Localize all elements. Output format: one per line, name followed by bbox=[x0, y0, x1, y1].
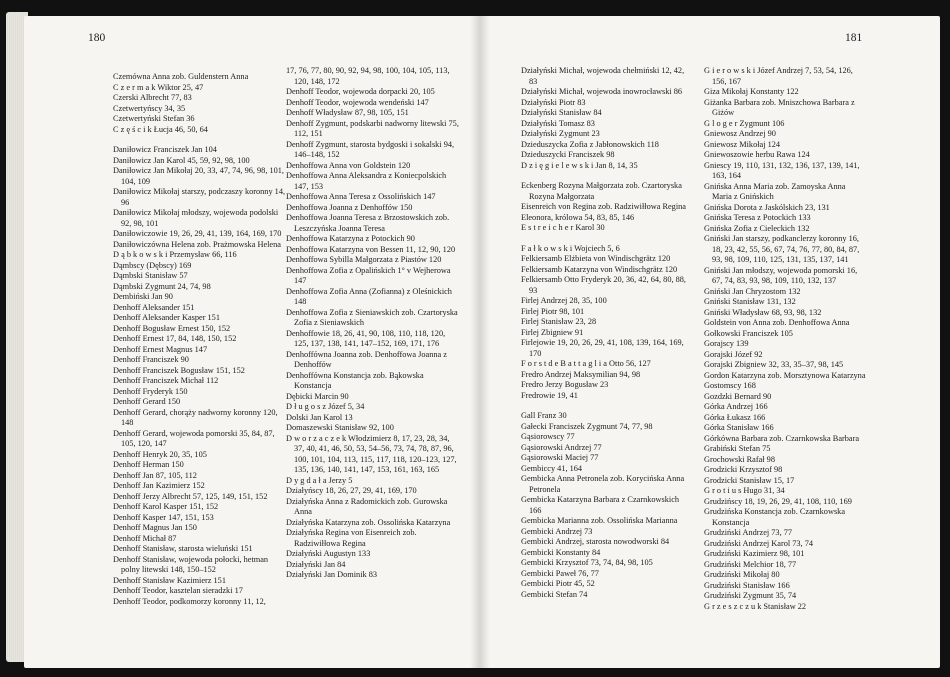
index-entry: Gembicki Konstanty 84 bbox=[521, 547, 601, 557]
index-entry: Denhoff Jan Kazimierz 152 bbox=[113, 481, 205, 490]
index-entry: Górka Andrzej 166 bbox=[704, 402, 768, 411]
index-entry: Czetwertyńscy 34, 35 bbox=[113, 103, 186, 113]
index-entry: Gniewosz Mikołaj 124 bbox=[704, 139, 781, 149]
index-entry: Denhoffowa Katarzyna z Potockich 90 bbox=[286, 234, 415, 243]
index-entry: Giżanka Barbara zob. Mniszchowa Barbara z Giżów bbox=[704, 97, 855, 117]
index-entry: D ł u g o s z Józef 5, 34 bbox=[286, 402, 365, 411]
index-entry: Giza Mikołaj Konstanty 122 bbox=[704, 87, 799, 96]
index-entry: Denhoff Stanisław, starosta wieluński 151 bbox=[113, 544, 253, 553]
index-entry: Gembicki Andrzej, starosta nowodworski 84 bbox=[521, 537, 670, 546]
index-entry: Denhoff Jan 87, 105, 112 bbox=[113, 470, 197, 480]
index-entry: Grudziński Mikołaj 80 bbox=[704, 570, 780, 579]
index-entry: Denhoff Teodor, podkomorzy koronny 11, 12, bbox=[113, 596, 266, 606]
index-entry: Denhoffowa Zofia z Sieniawskich zob. Czartoryska Zofia z Sieniawskich bbox=[286, 307, 458, 327]
index-entry: Denhoff Stanisław Kazimierz 151 bbox=[113, 575, 226, 585]
index-entry: Gembicka Marianna zob. Ossolińska Marianna bbox=[521, 516, 678, 525]
index-entry: Firlej Piotr 98, 101 bbox=[521, 306, 585, 316]
index-entry: Dembiński Jan 90 bbox=[113, 292, 173, 301]
index-column-3 bbox=[521, 66, 693, 662]
index-entry: Denhoff Teodor, wojewoda wendeński 147 bbox=[286, 97, 429, 107]
index-entry: Gorajscy 139 bbox=[704, 339, 749, 348]
index-entry: Denhoff Teodor, wojewoda dorpacki 20, 105 bbox=[286, 87, 435, 96]
index-entry: Działyński Jan 84 bbox=[286, 559, 346, 569]
index-entry: Eleonora, królowa 54, 83, 85, 146 bbox=[521, 212, 635, 222]
index-entry: Działyńska Anna z Radomickich zob. Gurowska Anna bbox=[286, 496, 448, 516]
index-entry: Gniescy 19, 110, 131, 132, 136, 137, 139, 141, 163, 164 bbox=[704, 160, 860, 180]
index-entry: Działyński Michał, wojewoda chełmiński 12, 42, 83 bbox=[521, 66, 685, 86]
index-entry: G l o g e r Zygmunt 106 bbox=[704, 118, 785, 128]
index-entry: Denhoff Gerard, wojewoda pomorski 35, 84, 87, 105, 120, 147 bbox=[113, 428, 275, 448]
index-entry: Felkiersamb Katarzyna von Windischgrätz 120 bbox=[521, 264, 678, 274]
index-entry: Gembicki Andrzej 73 bbox=[521, 526, 593, 536]
index-entry: Eckenberg Rozyna Małgorzata zob. Czartoryska Rozyna Małgorzata bbox=[521, 181, 682, 201]
index-entry: Denhoff Aleksander 151 bbox=[113, 302, 195, 312]
index-entry: G r z e s z c z u k Stanisław 22 bbox=[704, 601, 807, 611]
index-entry: Denhoff Teodor, kasztelan sieradzki 17 bbox=[113, 586, 243, 595]
index-entry: Gostomscy 168 bbox=[704, 381, 756, 390]
index-entry: Dąmbscy (Dębscy) 169 bbox=[113, 260, 192, 270]
index-entry: Denhoffowa Zofia z Opalińskich 1° v Wejherowa 147 bbox=[286, 265, 451, 285]
index-entry: Grudzińscy 18, 19, 26, 29, 41, 108, 110, 169 bbox=[704, 496, 852, 506]
index-entry: Grudzińska Konstancja zob. Czarnkowska Konstancja bbox=[704, 507, 846, 527]
index-entry: Gnińska Dorota z Jaskólskich 23, 131 bbox=[704, 202, 830, 212]
index-entry: Denhoff Ernest 17, 84, 148, 150, 152 bbox=[113, 334, 237, 343]
index-entry: Grudziński Stanisław 166 bbox=[704, 580, 790, 590]
index-entry: Działyński Piotr 83 bbox=[521, 97, 586, 107]
index-entry: Działyński Zygmunt 23 bbox=[521, 129, 600, 138]
index-entry: Gniński Jan starszy, podkanclerzy koronny 16, 18, 23, 42, 55, 56, 67, 74, 76, 77, 80, 84, 87, 93, 98, 109, 110, 125, 131, 135, 137, 141 bbox=[704, 234, 860, 264]
index-entry: Denhoff Franciszek Michał 112 bbox=[113, 376, 219, 385]
index-entry: Eisenreich von Regina zob. Radziwiłłowa Regina bbox=[521, 202, 686, 211]
index-entry: Denhoff Henryk 20, 35, 105 bbox=[113, 449, 207, 459]
index-entry: Grudziński Zygmunt 35, 74 bbox=[704, 591, 797, 600]
index-entry: Daniłowiczówna Helena zob. Prażmowska Helena bbox=[113, 239, 281, 249]
index-entry: Dolski Jan Karol 13 bbox=[286, 412, 353, 422]
index-entry: Firlej Zbigniew 91 bbox=[521, 327, 584, 337]
index-entry: Denhoff Franciszek Bogusław 151, 152 bbox=[113, 365, 245, 375]
index-entry: C z ę ś c i k Łucja 46, 50, 64 bbox=[113, 124, 208, 134]
left-page-number: 180 bbox=[88, 32, 106, 44]
index-entry: Gembicki Paweł 76, 77 bbox=[521, 568, 599, 578]
index-entry: Denhoff Gerard, chorąży nadworny koronny 120, 148 bbox=[113, 407, 278, 427]
index-entry: Działyńska Regina von Eisenreich zob. Radziwiłłowa Regina bbox=[286, 528, 417, 548]
index-entry: Denhoff Fryderyk 150 bbox=[113, 386, 188, 396]
index-entry: Dzieduszycki Franciszek 98 bbox=[521, 150, 615, 159]
index-entry: Daniłowicz Mikołaj młodszy, wojewoda podolski 92, 98, 101 bbox=[113, 208, 279, 228]
index-entry: Gnińska Anna Maria zob. Zamoyska Anna Maria z Gnińskich bbox=[704, 181, 846, 201]
right-page-number: 181 bbox=[845, 32, 863, 44]
index-entry: Denhoff Stanisław, wojewoda połocki, hetman polny litewski 148, 150–152 bbox=[113, 554, 269, 574]
index-column-2 bbox=[286, 66, 460, 662]
index-entry: Denhoff Herman 150 bbox=[113, 460, 184, 469]
index-entry: G i e r o w s k i Józef Andrzej 7, 53, 54, 126, 156, 167 bbox=[704, 66, 853, 86]
index-entry: Denhoff Kasper 147, 151, 153 bbox=[113, 512, 214, 522]
index-entry: Firlej Andrzej 28, 35, 100 bbox=[521, 296, 607, 305]
index-entry: Grochowski Rafał 98 bbox=[704, 454, 775, 464]
index-entry: Denhoffowa Anna von Goldstein 120 bbox=[286, 160, 411, 170]
index-entry: Denhoff Michał 87 bbox=[113, 533, 177, 543]
index-entry: Czerski Albrecht 77, 83 bbox=[113, 93, 192, 102]
index-entry: Denhoffowa Joanna Teresa z Brzostowskich zob. Leszczyńska Joanna Teresa bbox=[286, 213, 450, 233]
index-column-1 bbox=[113, 72, 288, 662]
index-entry: Firlejowie 19, 20, 26, 29, 41, 108, 139, 164, 169, 170 bbox=[521, 338, 684, 358]
index-entry: Daniłowicz Jan Karol 45, 59, 92, 98, 100 bbox=[113, 155, 250, 165]
index-entry: Daniłowiczowie 19, 26, 29, 41, 139, 164, 169, 170 bbox=[113, 229, 282, 238]
index-entry: Gembicka Anna Petronela zob. Korycińska Anna Petronela bbox=[521, 474, 685, 494]
index-entry: Grudziński Andrzej 73, 77 bbox=[704, 528, 793, 537]
index-entry: Działyński Stanisław 84 bbox=[521, 108, 602, 117]
index-entry: Denhoff Bogusław Ernest 150, 152 bbox=[113, 323, 231, 333]
index-entry: Gnińska Zofia z Cieleckich 132 bbox=[704, 223, 810, 233]
index-entry: Denhoff Gerard 150 bbox=[113, 397, 181, 406]
index-entry: Denhoff Karol Kasper 151, 152 bbox=[113, 502, 219, 511]
index-entry: Domaszewski Stanisław 92, 100 bbox=[286, 423, 394, 432]
index-entry: Gnińska Teresa z Potockich 133 bbox=[704, 213, 811, 222]
index-entry: Gniewosz Andrzej 90 bbox=[704, 129, 776, 138]
index-entry: Gąsiorowski Maciej 77 bbox=[521, 453, 599, 462]
index-entry: Firlej Stanisław 23, 28 bbox=[521, 317, 597, 326]
index-entry: Gozdzki Bernard 90 bbox=[704, 391, 772, 401]
index-entry: Denhoffówna Konstancja zob. Bąkowska Konstancja bbox=[286, 370, 424, 390]
index-entry: Denhoffowa Joanna z Denhoffów 150 bbox=[286, 202, 413, 212]
index-entry: Gniński Jan młodszy, wojewoda pomorski 16, 67, 74, 83, 93, 98, 109, 110, 132, 137 bbox=[704, 265, 858, 285]
index-entry: Grabiński Stefan 75 bbox=[704, 444, 771, 453]
index-entry: Gembicka Katarzyna Barbara z Czarnkowskich 166 bbox=[521, 495, 680, 515]
index-entry: Górka Stanisław 166 bbox=[704, 423, 774, 432]
index-entry: Grodzicki Krzysztof 98 bbox=[704, 465, 783, 474]
index-entry: D z i ę g i e l e w s k i Jan 8, 14, 35 bbox=[521, 160, 638, 170]
index-entry: Gembiccy 41, 164 bbox=[521, 463, 583, 473]
index-entry: Denhoffowa Anna Aleksandra z Koniecpolskich 147, 153 bbox=[286, 171, 447, 191]
index-entry: Gall Franz 30 bbox=[521, 411, 567, 420]
index-entry: Działyński Jan Dominik 83 bbox=[286, 570, 378, 579]
index-entry: Denhoffowa Sybilla Małgorzata z Piastów 120 bbox=[286, 255, 442, 264]
index-entry: F a ł k o w s k i Wojciech 5, 6 bbox=[521, 243, 620, 253]
index-entry: Dąmbski Zygmunt 24, 74, 98 bbox=[113, 281, 211, 291]
index-entry: Gąsiorowski Andrzej 77 bbox=[521, 442, 602, 452]
index-entry: Gorajski Zbigniew 32, 33, 35–37, 98, 145 bbox=[704, 360, 844, 369]
index-entry: Górka Łukasz 166 bbox=[704, 412, 766, 422]
index-entry: Daniłowicz Franciszek Jan 104 bbox=[113, 145, 217, 154]
index-entry: Gniewoszowie herbu Rawa 124 bbox=[704, 150, 810, 159]
index-entry: 17, 76, 77, 80, 90, 92, 94, 98, 100, 104, 105, 113, 120, 148, 172 bbox=[286, 66, 450, 86]
index-entry: Denhoff Aleksander Kasper 151 bbox=[113, 313, 220, 322]
index-entry: Felkiersamb Elżbieta von Windischgrätz 120 bbox=[521, 254, 671, 263]
index-entry: Gembicki Piotr 45, 52 bbox=[521, 579, 595, 588]
index-entry: Gąsiorowscy 77 bbox=[521, 432, 575, 441]
index-entry: Działyńscy 18, 26, 27, 29, 41, 169, 170 bbox=[286, 486, 417, 495]
index-entry: Czetwertyński Stefan 36 bbox=[113, 114, 195, 123]
index-entry: Daniłowicz Mikołaj starszy, podczaszy koronny 14, 96 bbox=[113, 187, 286, 207]
index-entry: Działyński Augustyn 133 bbox=[286, 549, 371, 558]
index-entry: Dzieduszycka Zofia z Jabłonowskich 118 bbox=[521, 139, 659, 149]
index-entry: Gniński Władysław 68, 93, 98, 132 bbox=[704, 307, 822, 317]
index-entry: Grudziński Andrzej Karol 73, 74 bbox=[704, 538, 813, 548]
index-entry: Gołkowski Franciszek 105 bbox=[704, 328, 793, 338]
index-entry: Fredro Jerzy Bogusław 23 bbox=[521, 380, 609, 389]
index-entry: Denhoff Ernest Magnus 147 bbox=[113, 344, 208, 354]
index-entry: G r o t i u s Hugo 31, 34 bbox=[704, 486, 785, 495]
index-entry: Denhoffowa Katarzyna von Bessen 11, 12, 90, 120 bbox=[286, 244, 456, 254]
index-entry: Gałecki Franciszek Zygmunt 74, 77, 98 bbox=[521, 421, 653, 431]
index-entry: Działyński Michał, wojewoda inowrocławski 86 bbox=[521, 87, 683, 96]
index-entry: Daniłowicz Jan Mikołaj 20, 33, 47, 74, 96, 98, 101, 104, 109 bbox=[113, 166, 284, 186]
index-entry: Felkiersamb Otto Fryderyk 20, 36, 42, 64, 80, 88, 93 bbox=[521, 275, 687, 295]
index-entry: Działyński Tomasz 83 bbox=[521, 118, 595, 128]
index-entry: Działyńska Katarzyna zob. Ossolińska Katarzyna bbox=[286, 517, 451, 527]
index-entry: E s t r e i c h e r Karol 30 bbox=[521, 223, 605, 232]
index-entry: Gordon Katarzyna zob. Morsztynowa Katarzyna bbox=[704, 370, 866, 380]
index-entry: Czemówna Anna zob. Guldenstern Anna bbox=[113, 72, 249, 81]
index-entry: Gembicki Stefan 74 bbox=[521, 589, 588, 599]
index-entry: Denhoffówna Joanna zob. Denhoffowa Joanna z Denhoffów bbox=[286, 349, 447, 369]
index-entry: Grudziński Kazimierz 98, 101 bbox=[704, 549, 805, 558]
index-entry: D y g d a ł a Jerzy 5 bbox=[286, 475, 353, 485]
index-entry: Gorajski Józef 92 bbox=[704, 349, 763, 359]
index-entry: Denhoffowa Anna Teresa z Ossolińskich 147 bbox=[286, 192, 436, 201]
index-entry: Denhoffowa Zofia Anna (Zofianna) z Oleśnickich 148 bbox=[286, 286, 452, 306]
index-entry: Fredrowie 19, 41 bbox=[521, 390, 578, 400]
index-entry: Gembicki Krzysztof 73, 74, 84, 98, 105 bbox=[521, 558, 653, 567]
index-entry: F o r s t d e B a t t a g l i a Otto 56, 127 bbox=[521, 359, 651, 368]
index-entry: Fredro Andrzej Maksymilian 94, 98 bbox=[521, 369, 641, 379]
index-column-4 bbox=[704, 66, 866, 662]
index-entry: Dąmbski Stanisław 57 bbox=[113, 271, 188, 280]
index-entry: C z e r m a k Wiktor 25, 47 bbox=[113, 82, 204, 92]
index-entry: Denhoff Zygmunt, podskarbi nadworny litewski 75, 112, 151 bbox=[286, 118, 459, 138]
index-entry: Grudziński Melchior 18, 77 bbox=[704, 559, 797, 569]
index-entry: Denhoff Jerzy Albrecht 57, 125, 149, 151, 152 bbox=[113, 491, 268, 501]
index-entry: Denhoffowie 18, 26, 41, 90, 108, 110, 118, 120, 125, 137, 138, 141, 147–152, 169, 171, 176 bbox=[286, 328, 446, 348]
index-entry: Denhoff Władysław 87, 98, 105, 151 bbox=[286, 108, 409, 117]
index-entry: Gniński Stanisław 131, 132 bbox=[704, 297, 796, 306]
index-entry: Denhoff Franciszek 90 bbox=[113, 355, 189, 364]
index-entry: Denhoff Zygmunt, starosta bydgoski i sokalski 94, 146–148, 152 bbox=[286, 139, 455, 159]
index-entry: D ą b k o w s k i Przemysław 66, 116 bbox=[113, 250, 237, 259]
index-entry: Goldstein von Anna zob. Denhoffowa Anna bbox=[704, 318, 850, 327]
index-entry: Denhoff Magnus Jan 150 bbox=[113, 523, 197, 532]
index-entry: Dębicki Marcin 90 bbox=[286, 391, 349, 401]
index-entry: Górkówna Barbara zob. Czarnkowska Barbara bbox=[704, 433, 860, 443]
index-entry: Gniński Jan Chryzostom 132 bbox=[704, 286, 801, 296]
index-entry: D w o r z a c z e k Włodzimierz 8, 17, 23, 28, 34, 37, 40, 41, 46, 50, 53, 54–56, 73, 74, 78, 87, 96, 100, 101, 104, 113, 115, 117, 118, 120–123, 127, 135, 136, 140, 141, 147, 153, 161, 163, 165 bbox=[286, 433, 457, 474]
index-entry: Grodzicki Stanisław 15, 17 bbox=[704, 475, 795, 485]
